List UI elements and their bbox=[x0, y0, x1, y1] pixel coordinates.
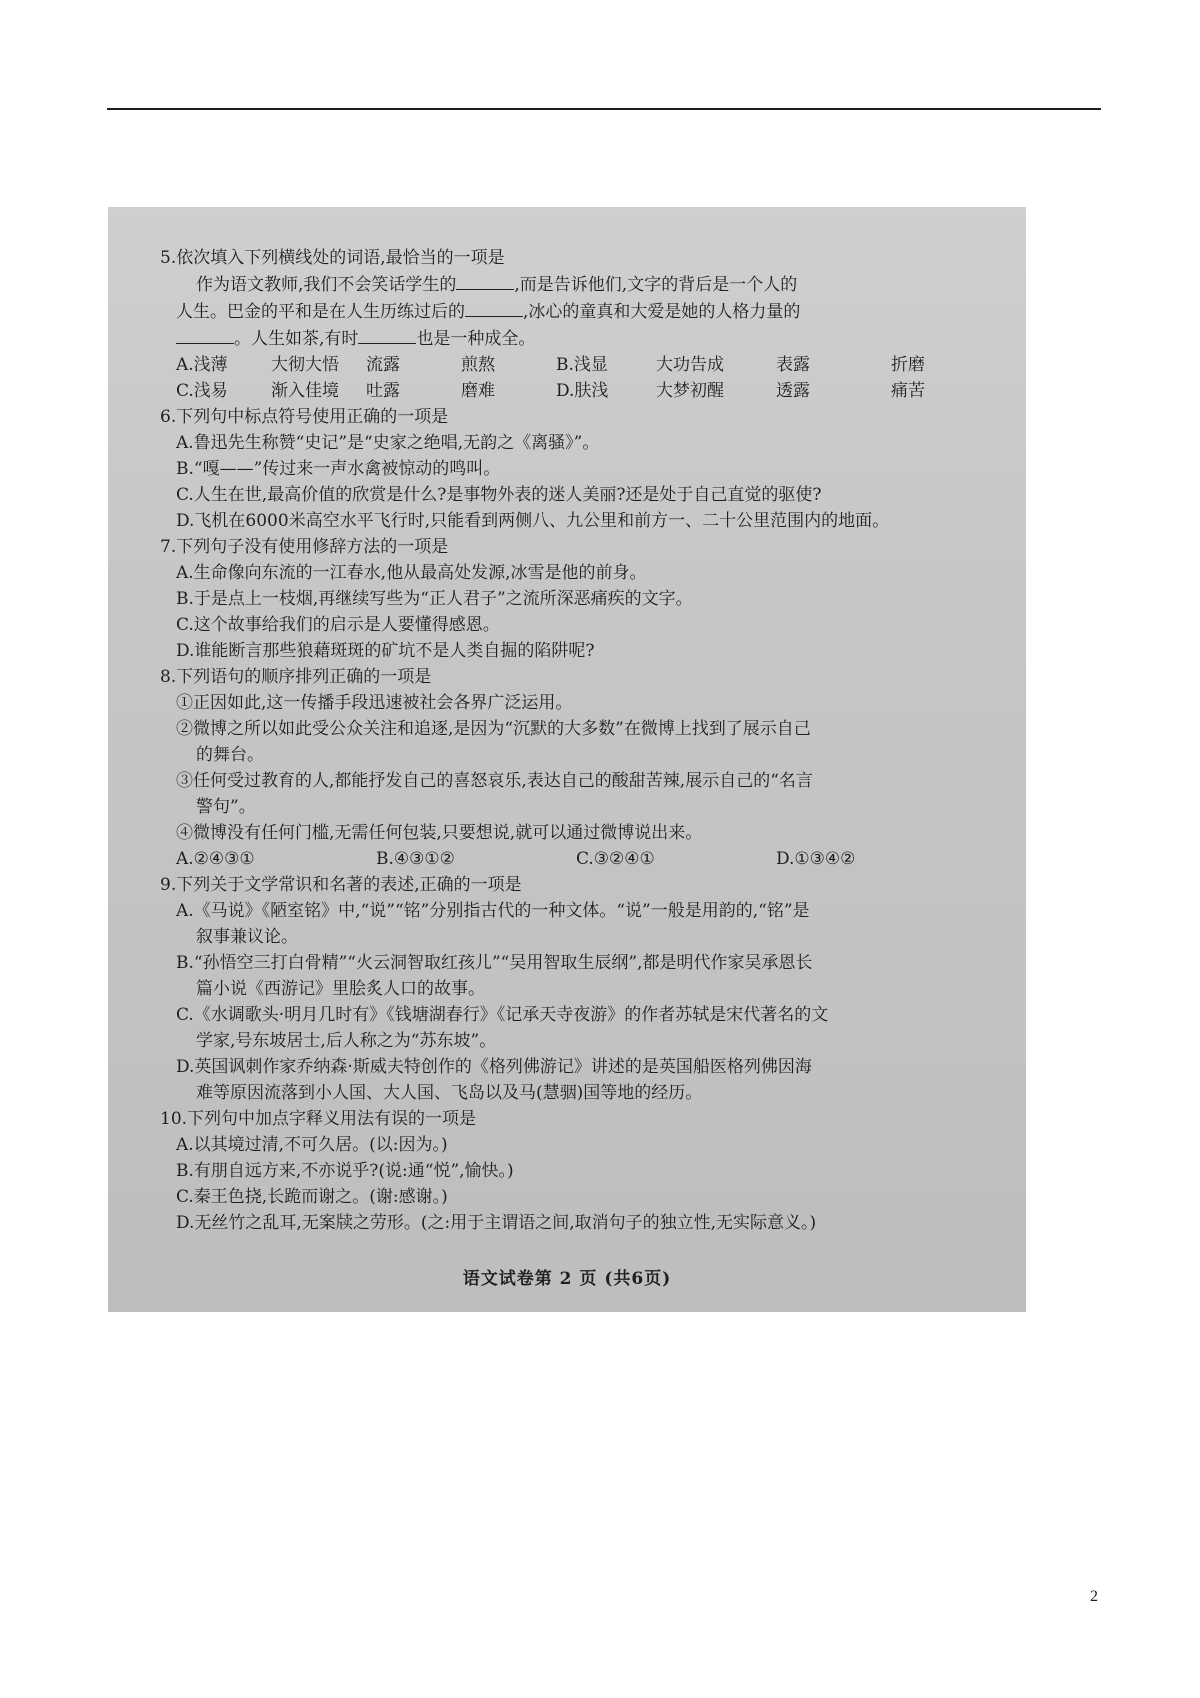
q10-option-a: A.以其境过清,不可久居。(以:因为。) bbox=[176, 1135, 448, 1155]
q5-options-row1: A.浅薄 大彻大悟 流露 煎熬 B.浅显 大功告成 表露 折磨 bbox=[176, 355, 925, 375]
q9-option-a2: 叙事兼议论。 bbox=[196, 927, 298, 947]
q9-option-b2: 篇小说《西游记》里脍炙人口的故事。 bbox=[196, 979, 485, 999]
q8-option-a: A.②④③① bbox=[176, 849, 255, 869]
q9-option-c2: 学家,号东坡居士,后人称之为“苏东坡”。 bbox=[196, 1031, 497, 1051]
q8-option-d: D.①③④② bbox=[776, 849, 856, 869]
page-number: 2 bbox=[1090, 1588, 1098, 1605]
q10-stem: 10.下列句中加点字释义用法有误的一项是 bbox=[160, 1109, 477, 1129]
exam-page-footer: 语文试卷第 2 页 (共6页) bbox=[462, 1269, 672, 1289]
q8-sentence-1: ①正因如此,这一传播手段迅速被社会各界广泛运用。 bbox=[176, 693, 573, 713]
q9-option-a1: A.《马说》《陋室铭》中,“说”“铭”分别指古代的一种文体。“说”一般是用韵的,“铭”是 bbox=[176, 901, 810, 921]
q9-option-b1: B.“孙悟空三打白骨精”“火云洞智取红孩儿”“吴用智取生辰纲”,都是明代作家吴承恩长 bbox=[176, 953, 813, 973]
q7-option-b: B.于是点上一枝烟,再继续写些为“正人君子”之流所深恶痛疾的文字。 bbox=[176, 589, 693, 609]
q8-option-c: C.③②④① bbox=[576, 849, 655, 869]
q8-options bbox=[160, 846, 1010, 872]
q6-stem: 6.下列句中标点符号使用正确的一项是 bbox=[160, 407, 449, 427]
q8-sentence-2a: ②微博之所以如此受公众关注和追逐,是因为“沉默的大多数”在微博上找到了展示自己 bbox=[176, 719, 811, 739]
q5-line1: 作为语文教师,我们不会笑话学生的 ,而是告诉他们,文字的背后是一个人的 bbox=[160, 271, 1010, 298]
header-rule bbox=[107, 108, 1101, 110]
q9-option-c1: C.《水调歌头·明月几时有》《钱塘湖春行》《记承天寺夜游》的作者苏轼是宋代著名的文 bbox=[176, 1005, 829, 1025]
q5-line3: 。人生如茶,有时 也是一种成全。 bbox=[160, 325, 1010, 352]
q8-sentence-2b: 的舞台。 bbox=[196, 745, 264, 765]
q5-stem: 5.依次填入下列横线处的词语,最恰当的一项是 bbox=[160, 248, 505, 268]
q8-option-b: B.④③①② bbox=[376, 849, 455, 869]
q5-options-row2: C.浅易 渐入佳境 吐露 磨难 D.肤浅 大梦初醒 透露 痛苦 bbox=[176, 381, 925, 401]
q8-stem: 8.下列语句的顺序排列正确的一项是 bbox=[160, 667, 432, 687]
q5-line2: 人生。巴金的平和是在人生历练过后的 ,冰心的童真和大爱是她的人格力量的 bbox=[160, 298, 1010, 325]
q10-option-d: D.无丝竹之乱耳,无案牍之劳形。(之:用于主谓语之间,取消句子的独立性,无实际意义。) bbox=[176, 1213, 817, 1233]
q6-option-c: C.人生在世,最高价值的欣赏是什么?是事物外表的迷人美丽?还是处于自己直觉的驱使? bbox=[176, 485, 822, 505]
q9-stem: 9.下列关于文学常识和名著的表述,正确的一项是 bbox=[160, 875, 522, 895]
q7-option-a: A.生命像向东流的一江春水,他从最高处发源,冰雪是他的前身。 bbox=[176, 563, 647, 583]
q7-stem: 7.下列句子没有使用修辞方法的一项是 bbox=[160, 537, 449, 557]
q8-sentence-3b: 警句”。 bbox=[196, 797, 256, 817]
questions-block bbox=[160, 245, 1010, 1236]
q9-option-d2: 难等原因流落到小人国、大人国、飞岛以及马(慧骃)国等地的经历。 bbox=[196, 1083, 703, 1103]
q10-option-c: C.秦王色挠,长跪而谢之。(谢:感谢。) bbox=[176, 1187, 448, 1207]
scanned-exam-page bbox=[108, 207, 1026, 1312]
q6-option-a: A.鲁迅先生称赞“史记”是“史家之绝唱,无韵之《离骚》”。 bbox=[176, 433, 600, 453]
q8-sentence-3a: ③任何受过教育的人,都能抒发自己的喜怒哀乐,表达自己的酸甜苦辣,展示自己的“名言 bbox=[176, 771, 813, 791]
q7-option-c: C.这个故事给我们的启示是人要懂得感恩。 bbox=[176, 615, 500, 635]
q10-option-b: B.有朋自远方来,不亦说乎?(说:通“悦”,愉快。) bbox=[176, 1161, 514, 1181]
q6-option-d: D.飞机在6000米高空水平飞行时,只能看到两侧八、九公里和前方一、二十公里范围内的地面。 bbox=[176, 511, 890, 531]
q6-option-b: B.“嘎——”传过来一声水禽被惊动的鸣叫。 bbox=[176, 459, 501, 479]
q7-option-d: D.谁能断言那些狼藉斑斑的矿坑不是人类自掘的陷阱呢? bbox=[176, 641, 595, 661]
q8-sentence-4: ④微博没有任何门槛,无需任何包装,只要想说,就可以通过微博说出来。 bbox=[176, 823, 703, 843]
q9-option-d1: D.英国讽刺作家乔纳森·斯威夫特创作的《格列佛游记》讲述的是英国船医格列佛因海 bbox=[176, 1057, 812, 1077]
